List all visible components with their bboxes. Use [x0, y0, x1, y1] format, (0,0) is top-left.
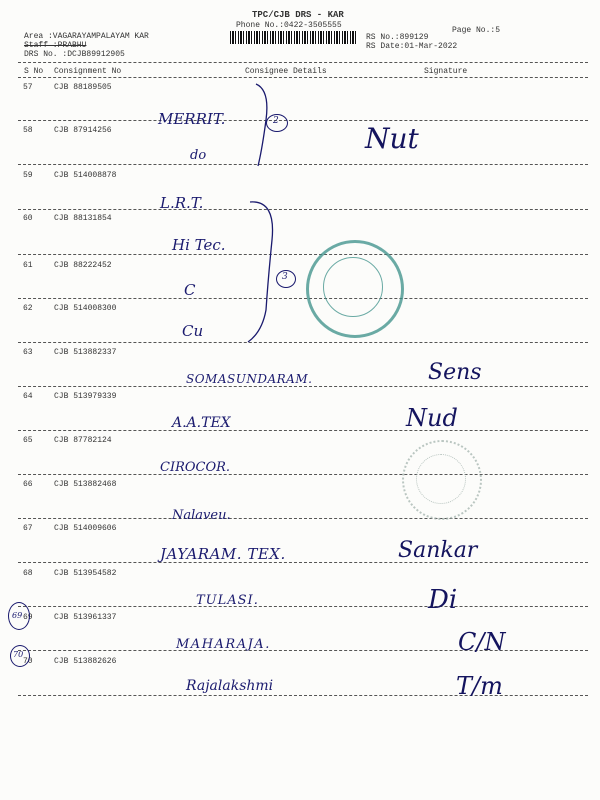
- count-label: 2: [273, 116, 279, 126]
- document-title: TPC/CJB DRS - KAR: [252, 10, 344, 20]
- header-divider: [18, 62, 588, 63]
- handwritten-consignee: A.A.TEX: [172, 415, 231, 431]
- handwritten-consignee: CIROCOR.: [160, 460, 231, 475]
- handwritten-consignee: JAYARAM. TEX.: [160, 545, 286, 563]
- row-divider: [18, 430, 588, 431]
- row-sno: 60: [23, 214, 33, 223]
- row-sno: 61: [23, 261, 33, 270]
- row-divider: [18, 518, 588, 519]
- company-stamp-faint: [402, 440, 482, 520]
- signature: Nut: [365, 122, 419, 155]
- handwritten-consignee: MERRIT.: [158, 110, 226, 128]
- row-consignment: CJB 513979339: [54, 392, 117, 401]
- row-sno: 62: [23, 304, 33, 313]
- row-consignment: CJB 514009606: [54, 524, 117, 533]
- row-sno: 63: [23, 348, 33, 357]
- row-consignment: CJB 514008878: [54, 171, 117, 180]
- col-signature-header: Signature: [424, 67, 468, 76]
- handwritten-consignee: Hi Tec.: [172, 236, 226, 254]
- signature: Di: [428, 585, 458, 615]
- signature: Sankar: [398, 538, 478, 563]
- handwritten-ditto: Cu: [182, 322, 204, 340]
- row-consignment: CJB 513882468: [54, 480, 117, 489]
- drs-number: DRS No. :DCJB89912905: [24, 50, 125, 59]
- signature: Nud: [406, 404, 458, 432]
- col-consignment-header: Consignment No: [54, 67, 122, 76]
- row-consignment: CJB 513882337: [54, 348, 117, 357]
- row-sno: 70: [23, 657, 33, 666]
- staff-label: Staff :PRABHU: [24, 41, 87, 50]
- column-divider: [18, 77, 588, 78]
- handwritten-consignee: Nalaveu.: [172, 508, 231, 523]
- handwritten-consignee: SOMASUNDARAM.: [186, 372, 313, 386]
- page-number: Page No.:5: [452, 26, 501, 35]
- row-sno: 57: [23, 83, 33, 92]
- row-sno: 68: [23, 569, 33, 578]
- row-sno: 66: [23, 480, 33, 489]
- rs-number: RS No.:899129: [366, 33, 429, 42]
- handwritten-consignee: TULASI.: [196, 593, 259, 608]
- signature-note: C/N: [458, 628, 506, 656]
- row-sno: 59: [23, 171, 33, 180]
- circle-annotation-text: 70: [13, 650, 24, 659]
- company-stamp: [306, 240, 404, 338]
- handwritten-consignee: MAHARAJA.: [176, 637, 271, 652]
- row-divider: [18, 386, 588, 387]
- area-label: Area :VAGARAYAMPALAYAM KAR: [24, 32, 149, 41]
- col-sno-header: S No: [24, 67, 44, 76]
- row-divider: [18, 474, 588, 475]
- row-consignment: CJB 88189505: [54, 83, 112, 92]
- handwritten-ditto: C: [184, 281, 196, 299]
- rs-date: RS Date:01-Mar-2022: [366, 42, 458, 51]
- col-consignee-header: Consignee Details: [245, 67, 327, 76]
- row-consignment: CJB 88222452: [54, 261, 112, 270]
- row-consignment: CJB 513954582: [54, 569, 117, 578]
- row-sno: 69: [23, 613, 33, 622]
- row-consignment: CJB 88131854: [54, 214, 112, 223]
- row-sno: 64: [23, 392, 33, 401]
- row-consignment: CJB 87782124: [54, 436, 112, 445]
- handwritten-consignee: Rajalakshmi: [186, 678, 274, 694]
- row-consignment: CJB 513961337: [54, 613, 117, 622]
- count-label: 3: [282, 272, 288, 282]
- row-consignment: CJB 514008300: [54, 304, 117, 313]
- phone-number: Phone No.:0422-3505555: [236, 21, 342, 30]
- signature-note: T/m: [456, 672, 503, 700]
- row-sno: 65: [23, 436, 33, 445]
- handwritten-ditto: do: [190, 148, 207, 163]
- row-sno: 67: [23, 524, 33, 533]
- row-consignment: CJB 513882626: [54, 657, 117, 666]
- row-divider: [18, 562, 588, 563]
- signature: Sens: [428, 360, 482, 385]
- circle-annotation-text: 69: [12, 611, 23, 620]
- handwritten-consignee: L.R.T.: [160, 194, 204, 212]
- row-sno: 58: [23, 126, 33, 135]
- barcode: [230, 31, 358, 44]
- row-consignment: CJB 87914256: [54, 126, 112, 135]
- row-divider: [18, 606, 588, 607]
